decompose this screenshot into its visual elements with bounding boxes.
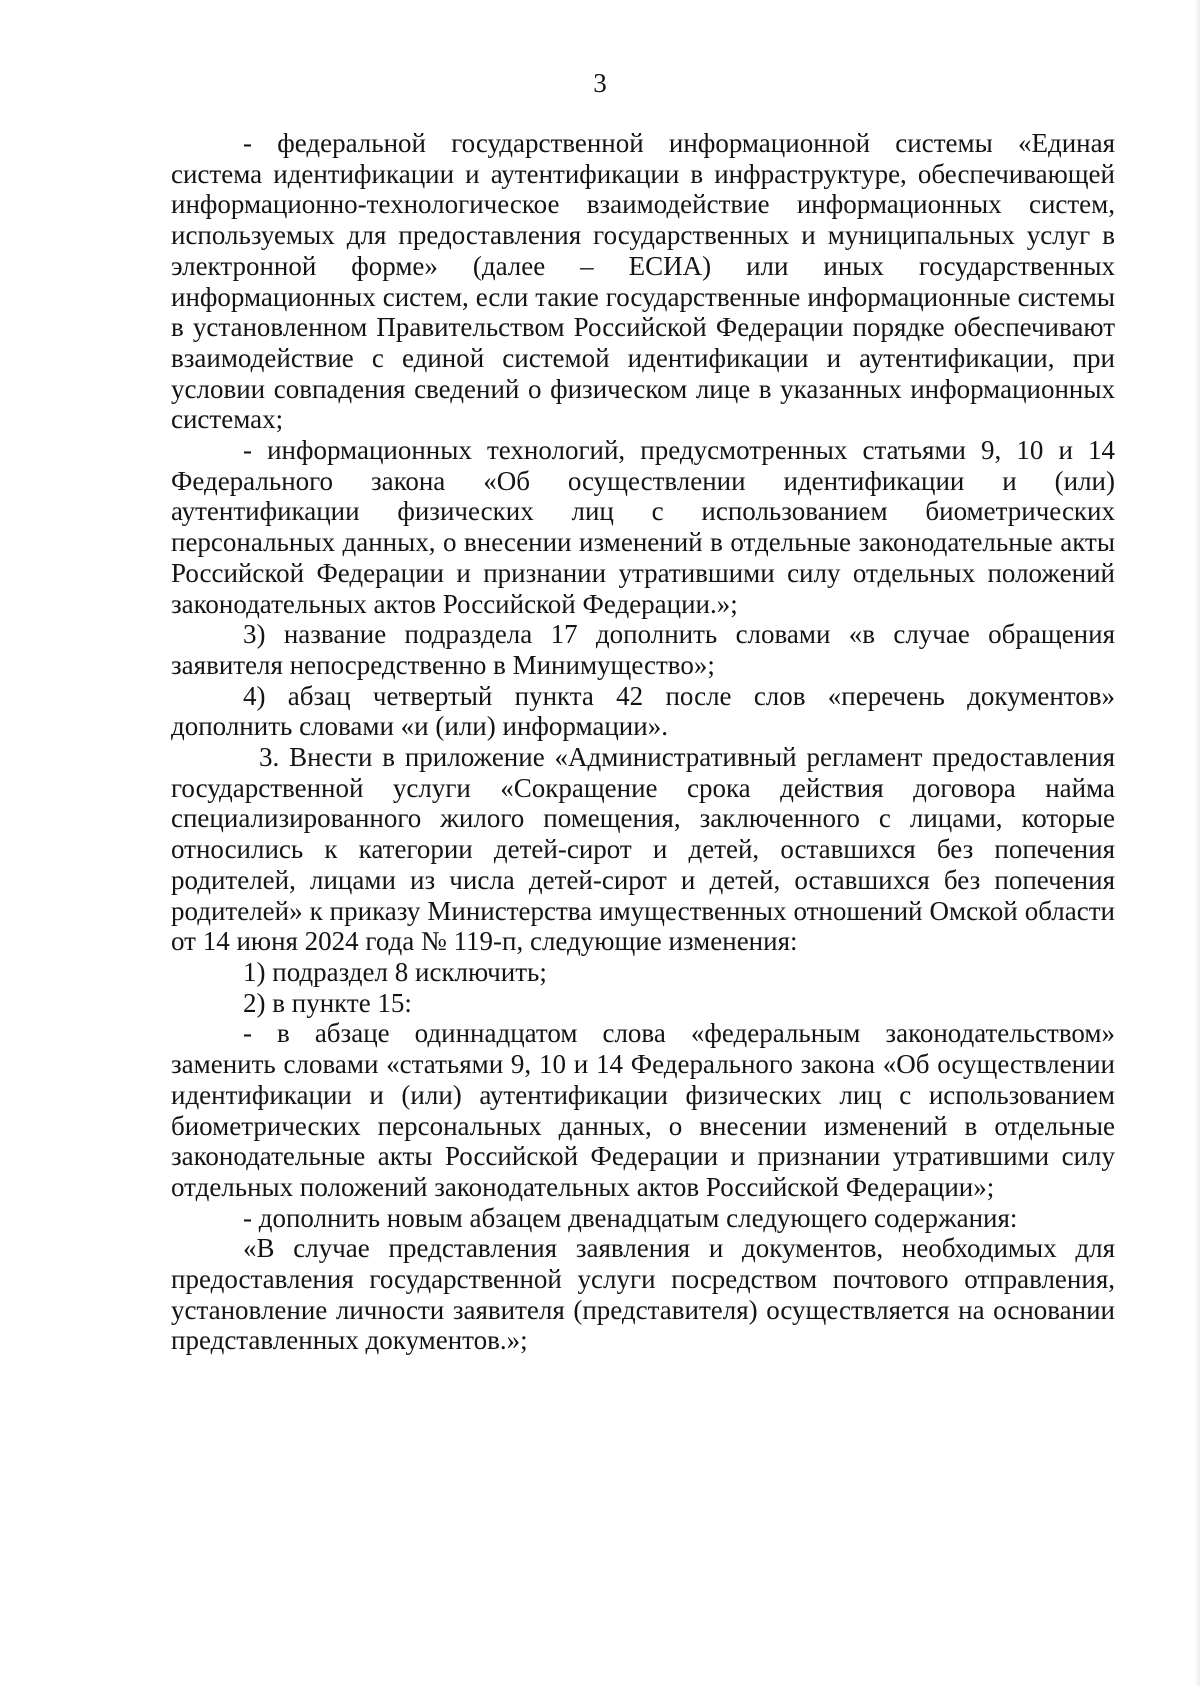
- page-number: 3: [593, 68, 607, 98]
- paragraph-item-2: 2) в пункте 15:: [243, 987, 412, 1018]
- paragraph-biometric-tech: - информационных технологий, предусмотренных статьями 9, 10 и 14 Федерального закона «Об осуществлении идентификации и (или) аутентификации физических лиц с использованием биометрических персональных данных, о внесении изменений в отдельные законодательные акты Российской Федерации и признании утратившими силу отдельных положений законодательных актов Российской Федерации.»;: [171, 435, 1115, 619]
- paragraph-section-3: 3. Внести в приложение «Административный регламент предоставления государственной услуги «Сокращение срока действия договора найма специализированного жилого помещения, заключенного с лицами, которые относились к категории детей-сирот и детей, оставшихся без попечения родителей, лицами из числа детей-сирот и детей, оставшихся без попечения родителей» к приказу Министерства имущественных отношений Омской области от 14 июня 2024 года № 119-п, следующие изменения:: [171, 742, 1115, 957]
- document-body: [171, 128, 1115, 1356]
- paragraph-item-1: 1) подраздел 8 исключить;: [243, 956, 547, 987]
- paragraph-clause-11: - в абзаце одиннадцатом слова «федеральным законодательством» заменить словами «статьями 9, 10 и 14 Федерального закона «Об осуществлении идентификации и (или) аутентификации физических лиц с использованием биометрических персональных данных, о внесении изменений в отдельные законодательные акты Российской Федерации и признании утратившими силу отдельных положений законодательных актов Российской Федерации»;: [171, 1018, 1115, 1202]
- paragraph-clause-12-intro: - дополнить новым абзацем двенадцатым следующего содержания:: [243, 1202, 1018, 1233]
- paragraph-esia: - федеральной государственной информационной системы «Единая система идентификации и аутентификации в инфраструктуре, обеспечивающей информационно-технологическое взаимодействие информационных систем, используемых для предоставления государственных и муниципальных услуг в электронной форме» (далее – ЕСИА) или иных государственных информационных систем, если такие государственные информационные системы в установленном Правительством Российской Федерации порядке обеспечивают взаимодействие с единой системой идентификации и аутентификации, при условии совпадения сведений о физическом лице в указанных информационных системах;: [171, 128, 1115, 435]
- paragraph-clause-12-text: «В случае представления заявления и документов, необходимых для предоставления государственной услуги посредством почтового отправления, установление личности заявителя (представителя) осуществляется на основании представленных документов.»;: [171, 1233, 1115, 1356]
- paragraph-amendment-4: 4) абзац четвертый пункта 42 после слов «перечень документов» дополнить словами «и (или) информации».: [171, 680, 1115, 742]
- scan-edge-shadow: [1194, 0, 1200, 1686]
- paragraph-amendment-3: 3) название подраздела 17 дополнить словами «в случае обращения заявителя непосредственно в Минимущество»;: [171, 619, 1115, 680]
